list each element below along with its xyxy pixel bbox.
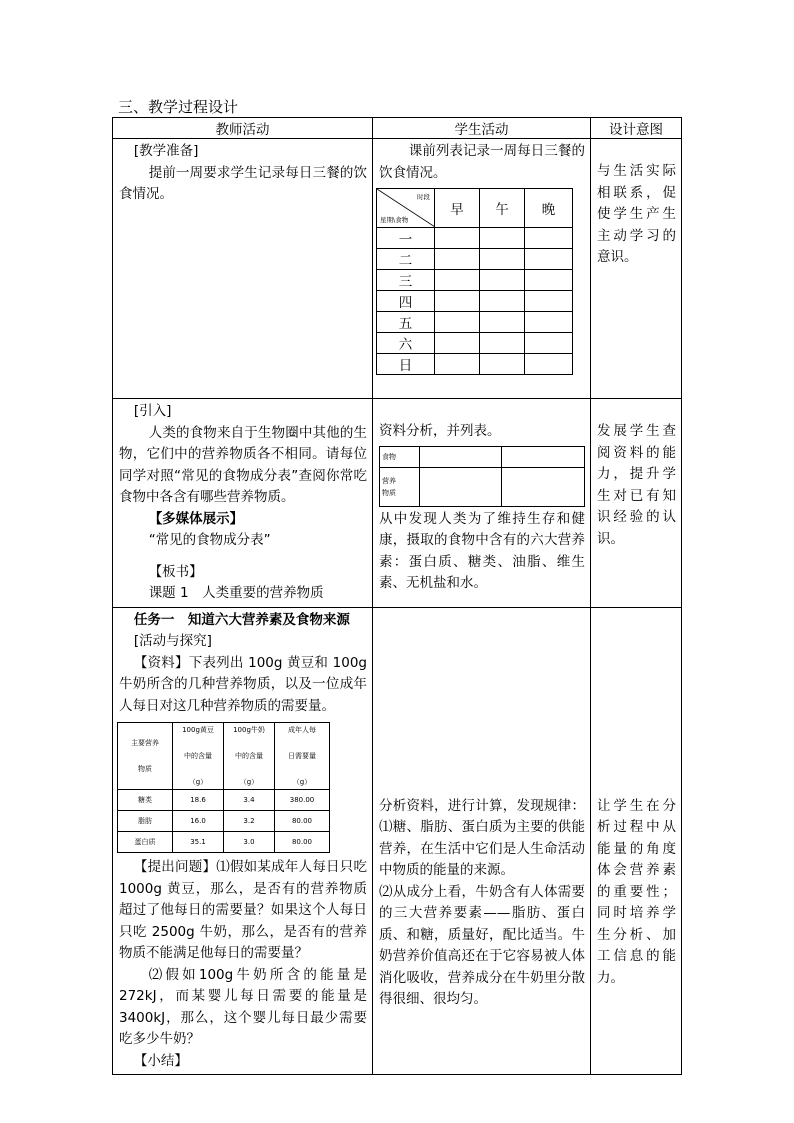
question2-text: ⑵假如100g牛奶所含的能量是272kJ，而某婴儿每日需要的能量是 3400kJ，那么，这个婴儿每日最少需要吃多少牛奶？ [119,966,367,1047]
prep-text: 提前一周要求学生记录每日三餐的饮食情况。 [119,164,367,202]
row-header: 一 [377,228,435,249]
material-text: 【资料】下表列出 100g 黄豆和 100g 牛奶所含的几种营养物质，以及一位成年人每日对这几种营养物质的需要量。 [119,654,367,714]
data-cell: 3.4 [224,790,275,811]
design-text: 与生活实际相联系，促使学生产生主动学习的意识。 [597,163,676,265]
teacher-cell [113,607,373,1075]
row-header: 二 [377,249,435,270]
header-student: 学生活动 [373,118,591,139]
student-cell [373,607,591,1075]
diag-top-label: 时段 [417,193,430,201]
data-header: 100g牛奶 中的含量 （g） [224,723,275,790]
table-row [113,607,682,1075]
data-cell: 蛋白质 [118,832,173,853]
week-meal-table [376,188,573,375]
row-header: 五 [377,312,435,333]
data-cell: 糖类 [118,790,173,811]
media-text: “常见的食物成分表” [148,532,271,548]
table-row [113,399,682,608]
row-header: 日 [377,354,435,375]
teacher-cell [113,399,373,608]
lesson-process-table [112,117,682,1075]
table-row [113,139,682,399]
section-title: 三、教学过程设计 [118,98,239,116]
data-cell: 3.0 [224,832,275,853]
data-header: 主要营养 物质 [118,723,173,790]
teacher-cell [113,139,373,399]
data-cell: 脂肪 [118,811,173,832]
student-cell [373,139,591,399]
design-text: 发展学生查阅资料的能力，提升学生对已有知识经验的认识。 [597,423,676,547]
row-header: 三 [377,270,435,291]
six-nutrients-text: 从中发现人类为了维持生存和健康，摄取的食物中含有的六大营养素：蛋白质、糖类、油脂、维生素、无机盐和水。 [379,510,585,591]
header-teacher: 教师活动 [113,118,373,139]
board-label: 【板书】 [148,563,203,580]
header-design: 设计意图 [591,118,682,139]
col-header: 午 [480,189,525,228]
row-header: 六 [377,333,435,354]
nut-row-label: 营养 物质 [380,467,420,506]
task-title: 任务一 知道六大营养素及食物来源 [133,611,350,628]
prep-label: [教学准备] [133,143,199,159]
data-cell: 80.00 [275,832,330,853]
nut-row-label: 食物 [380,446,420,467]
student-cell [373,399,591,608]
data-cell: 35.1 [173,832,224,853]
intro-text: 人类的食物来自于生物圈中其他的生物，它们中的营养物质各不相同。请每位同学对照“常见的食物成分表”查阅你常吃食物中各含有哪些营养物质。 [119,424,367,505]
intro-label: [引入] [133,403,172,419]
data-cell: 80.00 [275,811,330,832]
table-header-row [113,118,682,139]
data-cell: 380.00 [275,790,330,811]
row-header: 四 [377,291,435,312]
summary-label: 【小结】 [133,1052,188,1069]
question-text: 【提出问题】⑴假如某成年人每日只吃 1000g 黄豆，那么，是否有的营养物质超过了他每日的需要量？如果这个人每日只吃 2500g 牛奶，那么，是否有的营养物质不能满足他每日的需要量？ [119,859,367,961]
data-cell: 3.2 [224,811,275,832]
board-text: 课题 1 人类重要的营养物质 [148,585,324,601]
record-text: 课前列表记录一周每日三餐的饮食情况。 [379,143,585,181]
diagonal-header-cell [377,189,435,228]
activity-label: [活动与探究] [133,633,212,649]
diag-bottom-label: 星期\食物 [380,216,409,224]
analysis-text: 资料分析，并列表。 [379,423,501,439]
pattern-text: 分析资料，进行计算，发现规律：⑴糖、脂肪、蛋白质为主要的供能营养，在生活中它们是人生命活动中物质的能量的来源。 [379,797,585,878]
data-header: 成年人每 日需要量 （g） [275,723,330,790]
col-header: 早 [435,189,480,228]
milk-text: ⑵从成分上看，牛奶含有人体需要的三大营养要素——脂肪、蛋白质、和糖，质量好，配比适当。牛奶营养价值高还在于它容易被人体消化吸收，营养成分在牛奶里分散得很细、很均匀。 [379,883,585,1007]
data-cell: 18.6 [173,790,224,811]
data-cell: 16.0 [173,811,224,832]
data-header: 100g黄豆 中的含量 （g） [173,723,224,790]
food-nutrient-table [379,446,585,507]
col-header: 晚 [525,189,573,228]
design-cell [591,607,682,1075]
design-text: 让学生在分析过程中从能量的角度体会营养素的重要性；同时培养学生分析、加工信息的能力。 [597,797,676,986]
design-cell [591,399,682,608]
design-cell [591,139,682,399]
media-label: 【多媒体展示】 [148,510,244,527]
nutrient-data-table [117,722,330,853]
